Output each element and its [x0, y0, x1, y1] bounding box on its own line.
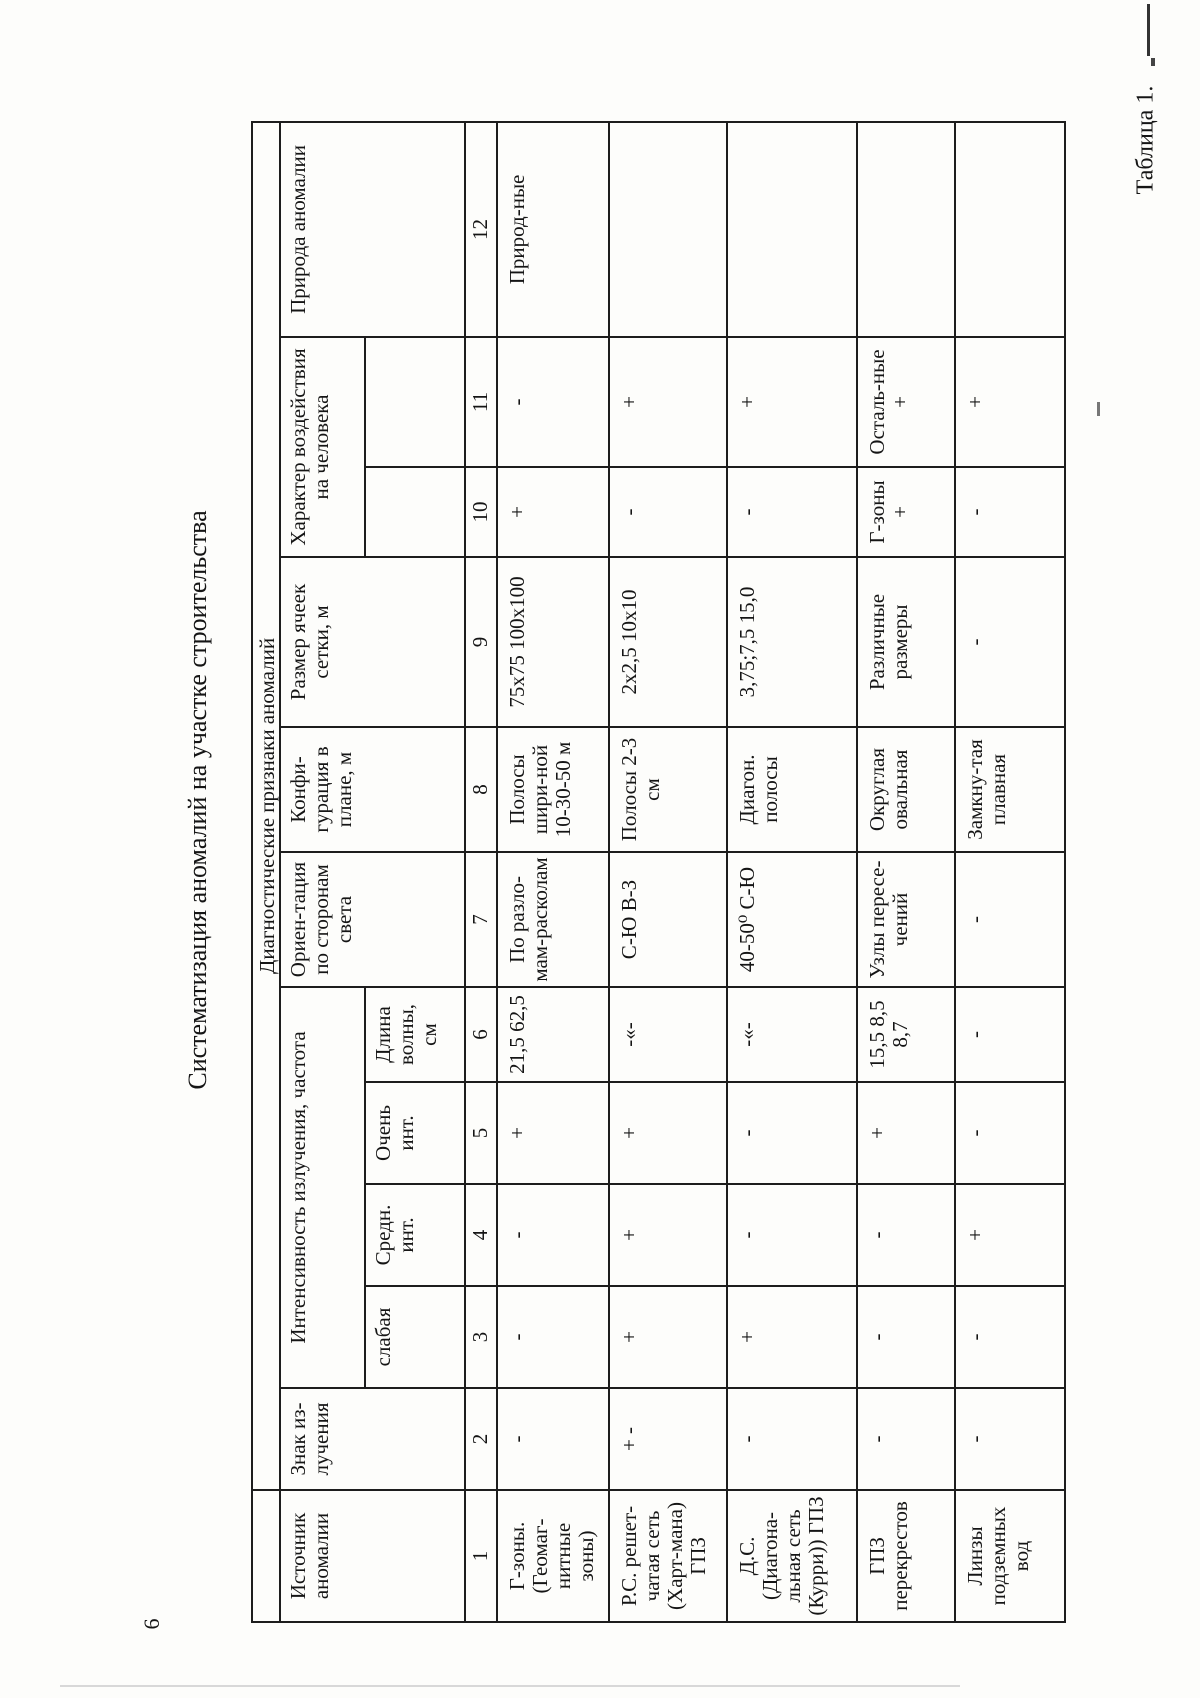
- column-number: 3: [465, 1286, 497, 1388]
- header-effect-empty: [365, 337, 465, 467]
- table-cell: -: [955, 1286, 1065, 1388]
- table-cell: 3,75;7,5 15,0: [727, 557, 857, 727]
- table-cell: 40-50⁰ С-Ю: [727, 852, 857, 987]
- header-grid-size: Размер ячеек сетки, м: [280, 557, 465, 727]
- table-cell: -: [497, 337, 609, 467]
- table-cell: -: [727, 1388, 857, 1490]
- table-cell: +: [727, 337, 857, 467]
- table-cell: Диагон. полосы: [727, 727, 857, 852]
- table-cell: Г-зоны. (Геомаг-нитные зоны): [497, 1490, 609, 1622]
- table-cell: -: [727, 1082, 857, 1184]
- table-cell: -: [955, 987, 1065, 1082]
- page-title: Систематизация аномалий на участке строительства: [183, 510, 212, 1090]
- header-configuration: Конфи-гурация в плане, м: [280, 727, 465, 852]
- table-cell: Полосы 2-3 см: [609, 727, 727, 852]
- table-cell: -: [955, 467, 1065, 557]
- header-effect-empty: [365, 467, 465, 557]
- table-cell: ГПЗ перекрестов: [857, 1490, 955, 1622]
- column-number: 12: [465, 122, 497, 337]
- table-cell: +: [609, 1082, 727, 1184]
- table-cell: Полосы шири-ной 10-30-50 м: [497, 727, 609, 852]
- column-number: 10: [465, 467, 497, 557]
- table-cell: Узлы пересе-чений: [857, 852, 955, 987]
- table-cell: -: [955, 1388, 1065, 1490]
- column-number: 4: [465, 1184, 497, 1286]
- anomaly-table-container: [251, 123, 1064, 1623]
- column-number: 2: [465, 1388, 497, 1490]
- anomaly-table: [251, 121, 1066, 1623]
- header-weak: слабая: [365, 1286, 465, 1388]
- header-wave: Длина волны, см: [365, 987, 465, 1082]
- table-cell: -«-: [609, 987, 727, 1082]
- table-cell: 21,5 62,5: [497, 987, 609, 1082]
- table-cell: +: [955, 1184, 1065, 1286]
- column-number: 9: [465, 557, 497, 727]
- group-header: Диагностические признаки аномалий: [252, 122, 280, 1490]
- table-cell: 15,5 8,5 8,7: [857, 987, 955, 1082]
- table-cell: -«-: [727, 987, 857, 1082]
- table-cell: -: [955, 557, 1065, 727]
- table-cell: -: [727, 467, 857, 557]
- table-cell: + -: [609, 1388, 727, 1490]
- column-number: 7: [465, 852, 497, 987]
- table-cell: -: [497, 1286, 609, 1388]
- table-cell: +: [857, 1082, 955, 1184]
- column-number: 6: [465, 987, 497, 1082]
- table-cell: Линзы подземных вод: [955, 1490, 1065, 1622]
- table-cell: +: [609, 1286, 727, 1388]
- table-label: Таблица 1.: [1132, 85, 1159, 195]
- table-cell: +: [497, 1082, 609, 1184]
- table-cell: +: [727, 1286, 857, 1388]
- scan-mark: [1097, 402, 1100, 416]
- header-effect: Характер воздействия на человека: [280, 337, 365, 557]
- column-number: 8: [465, 727, 497, 852]
- table-cell: -: [497, 1388, 609, 1490]
- table-cell: 2х2,5 10х10: [609, 557, 727, 727]
- header-nature: Природа аномалии: [280, 122, 465, 337]
- table-cell: Г-зоны +: [857, 467, 955, 557]
- header-intensity: Интенсивность излучения, частота: [280, 987, 365, 1388]
- table-cell: Р.С. решет-чатая сеть (Харт-мана) ГПЗ: [609, 1490, 727, 1622]
- scan-mark: [60, 1685, 960, 1687]
- column-number: 1: [465, 1490, 497, 1622]
- table-cell: Осталь-ные +: [857, 337, 955, 467]
- table-cell: 75х75 100х100: [497, 557, 609, 727]
- column-number: 11: [465, 337, 497, 467]
- table-cell: Природ-ные: [497, 122, 609, 337]
- header-source: Источник аномалии: [280, 1490, 465, 1622]
- table-cell: [727, 122, 857, 337]
- table-cell: Округлая овальная: [857, 727, 955, 852]
- table-cell: [857, 122, 955, 337]
- table-cell: [609, 122, 727, 337]
- table-cell: Д.С. (Диагона-льная сеть (Курри)) ГПЗ: [727, 1490, 857, 1622]
- table-cell: -: [857, 1184, 955, 1286]
- table-cell: -: [727, 1184, 857, 1286]
- table-cell: +: [609, 337, 727, 467]
- scan-mark: [1151, 58, 1155, 66]
- table-cell: -: [955, 1082, 1065, 1184]
- table-cell: Замкну-тая плавная: [955, 727, 1065, 852]
- page-number: 6: [139, 1618, 164, 1630]
- table-cell: -: [955, 852, 1065, 987]
- table-cell: Различные размеры: [857, 557, 955, 727]
- header-sign: Знак из-лучения: [280, 1388, 465, 1490]
- table-cell: [955, 122, 1065, 337]
- table-cell: +: [955, 337, 1065, 467]
- header-medium: Средн. инт.: [365, 1184, 465, 1286]
- table-cell: По разло-мам-расколам: [497, 852, 609, 987]
- table-cell: С-Ю В-З: [609, 852, 727, 987]
- scan-mark: [1147, 4, 1150, 56]
- header-spacer: [252, 1490, 280, 1622]
- table-cell: -: [609, 467, 727, 557]
- table-cell: -: [497, 1184, 609, 1286]
- header-orientation: Ориен-тация по сторонам света: [280, 852, 465, 987]
- header-very: Очень инт.: [365, 1082, 465, 1184]
- table-cell: +: [497, 467, 609, 557]
- table-cell: -: [857, 1388, 955, 1490]
- table-cell: +: [609, 1184, 727, 1286]
- column-number: 5: [465, 1082, 497, 1184]
- table-cell: -: [857, 1286, 955, 1388]
